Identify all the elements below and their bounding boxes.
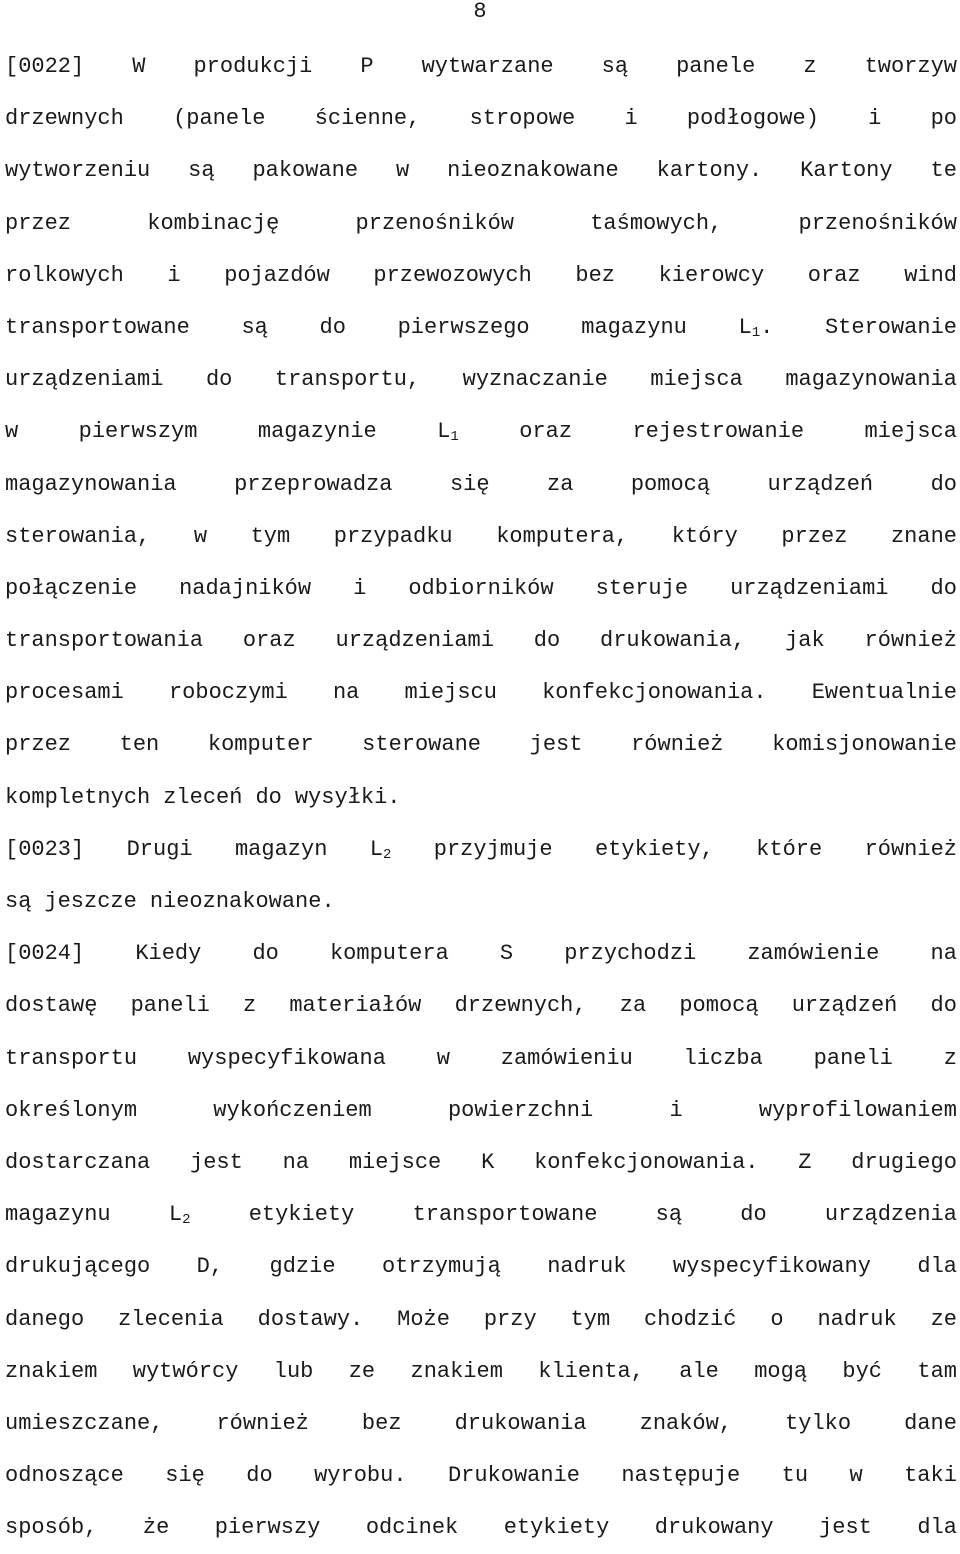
word: umieszczane, xyxy=(5,1410,164,1436)
word: materiałów xyxy=(289,993,422,1019)
word: przychodzi xyxy=(564,941,697,967)
word: zamówienie xyxy=(747,941,880,967)
word: steruje xyxy=(595,575,689,601)
word: na xyxy=(332,680,360,706)
text-line xyxy=(5,406,957,458)
word: są xyxy=(601,54,629,79)
text-line xyxy=(5,1033,957,1085)
word: i xyxy=(167,262,181,288)
word: jeszcze xyxy=(44,889,137,914)
word: dane xyxy=(904,1410,957,1436)
text-line xyxy=(5,93,957,145)
text-line xyxy=(5,824,957,876)
word: transportowania xyxy=(5,628,204,654)
word: w xyxy=(436,1045,450,1071)
word: o xyxy=(770,1306,784,1332)
word: są xyxy=(5,889,32,914)
word: wyrobu. xyxy=(314,1463,407,1489)
word: [0022] xyxy=(5,54,85,79)
word: tym xyxy=(250,523,291,549)
word: oraz xyxy=(242,628,296,654)
word: bez xyxy=(575,262,616,288)
text-line xyxy=(5,1346,957,1398)
text-line xyxy=(5,1294,957,1346)
word: następuje xyxy=(621,1463,741,1489)
word: urządzeniami xyxy=(335,628,494,654)
word: są xyxy=(188,158,215,184)
word: etykiety xyxy=(503,1515,610,1541)
text-line xyxy=(5,615,957,667)
word: również xyxy=(216,1410,309,1436)
word: magazynowania xyxy=(5,471,177,497)
word: transportu, xyxy=(274,367,421,393)
word: ścienne, xyxy=(314,106,421,132)
word: są xyxy=(655,1202,683,1228)
word: nieoznakowane xyxy=(447,158,619,184)
word: pakowane xyxy=(252,158,359,184)
word: $L_2$ xyxy=(369,836,392,863)
word: Może xyxy=(397,1306,450,1332)
text-line xyxy=(5,41,957,93)
word: połączenie xyxy=(5,575,138,601)
page-number: 8 xyxy=(473,0,487,24)
word: i xyxy=(868,106,882,132)
word: pomocą xyxy=(630,471,711,497)
word: tam xyxy=(917,1358,957,1384)
document-body xyxy=(5,41,957,1554)
word: drukującego xyxy=(5,1254,151,1280)
word: mogą xyxy=(754,1358,808,1384)
word: komisjonowanie xyxy=(772,732,957,758)
word: S xyxy=(499,941,514,967)
word: również xyxy=(864,628,957,654)
text-line xyxy=(5,928,957,980)
word: procesami xyxy=(5,680,124,706)
word: z xyxy=(242,993,257,1019)
word: tym xyxy=(570,1306,611,1332)
word: wytworzeniu xyxy=(5,158,151,184)
word: zlecenia xyxy=(118,1306,224,1332)
word: wyspecyfikowana xyxy=(187,1045,386,1071)
word: lub xyxy=(273,1358,314,1384)
word: $L_2$ xyxy=(168,1202,191,1229)
word: z xyxy=(943,1045,957,1071)
word: kombinację xyxy=(147,210,280,236)
word: i xyxy=(624,106,638,132)
word: otrzymują xyxy=(381,1254,501,1280)
word: te xyxy=(930,158,957,184)
word: sterowania, xyxy=(5,523,151,549)
word: być xyxy=(842,1358,883,1384)
word: sposób, xyxy=(5,1515,98,1541)
word: dostawę xyxy=(5,993,98,1019)
word: urządzeniami xyxy=(730,575,889,601)
word: jest xyxy=(529,732,583,758)
word: oraz xyxy=(807,262,861,288)
text-line xyxy=(5,354,957,406)
word: znane xyxy=(890,523,957,549)
word: rejestrowanie xyxy=(632,419,805,445)
word: jest xyxy=(190,1149,243,1175)
word: znakiem xyxy=(410,1358,503,1384)
word: po xyxy=(930,106,957,132)
word: transportowane xyxy=(412,1202,598,1228)
word: i xyxy=(669,1097,683,1123)
text-line xyxy=(5,876,957,928)
word: gdzie xyxy=(269,1254,336,1280)
word: konfekcjonowania. xyxy=(534,1149,759,1175)
word: (panele xyxy=(173,106,266,132)
word: ale xyxy=(679,1358,719,1384)
word: miejsce xyxy=(348,1149,442,1175)
word: wyprofilowaniem xyxy=(758,1097,957,1123)
word: w xyxy=(849,1463,863,1489)
word: transportu xyxy=(5,1045,138,1071)
word: jest xyxy=(819,1515,872,1541)
word: komputera, xyxy=(496,523,629,549)
word: drzewnych xyxy=(5,106,124,132)
text-line xyxy=(5,198,957,250)
word: stropowe xyxy=(469,106,576,132)
word: ze xyxy=(348,1358,376,1384)
word: do xyxy=(930,575,957,601)
word: nadruk xyxy=(547,1254,627,1280)
word: do xyxy=(255,784,282,810)
word: dla xyxy=(917,1254,957,1280)
word: wysyłki. xyxy=(294,784,401,810)
word: klienta, xyxy=(538,1358,644,1384)
text-line xyxy=(5,1502,957,1554)
word: powierzchni xyxy=(447,1097,594,1123)
word: pojazdów xyxy=(224,262,330,288)
word: rolkowych xyxy=(5,262,124,288)
word: Z xyxy=(798,1149,812,1175)
word: wytwarzane xyxy=(421,54,554,79)
word: się xyxy=(165,1463,205,1489)
word: i xyxy=(353,575,367,601)
word: urządzenia xyxy=(824,1202,957,1228)
word: wind xyxy=(904,262,957,288)
word: urządzeń xyxy=(767,471,874,497)
word: D, xyxy=(196,1254,224,1280)
word: nadajników xyxy=(179,575,312,601)
word: magazynie xyxy=(257,419,377,445)
word: przewozowych xyxy=(373,262,532,288)
text-line xyxy=(5,1137,957,1189)
word: określonym xyxy=(5,1097,138,1123)
word: drukowany xyxy=(654,1515,774,1541)
word: Kartony xyxy=(800,158,893,184)
word: urządzeniami xyxy=(5,367,164,393)
word: transportowane xyxy=(5,314,190,340)
word: nieoznakowane. xyxy=(149,889,335,914)
word: komputera xyxy=(329,941,449,967)
word: Drukowanie xyxy=(447,1463,580,1489)
word: który xyxy=(671,523,738,549)
word: [0023] xyxy=(5,836,85,862)
text-line xyxy=(5,719,957,771)
word: miejsca xyxy=(650,367,743,393)
word: miejscu xyxy=(404,680,497,706)
word: pierwszego xyxy=(397,314,530,340)
word: również xyxy=(631,732,724,758)
word: na xyxy=(282,1149,310,1175)
word: do xyxy=(533,628,561,654)
word: kierowcy xyxy=(658,262,765,288)
word: jak xyxy=(785,628,825,654)
word: przyjmuje xyxy=(433,836,553,862)
word: przez xyxy=(781,523,848,549)
word: Kiedy xyxy=(135,941,202,967)
word: magazynu xyxy=(581,314,687,340)
text-line xyxy=(5,980,957,1032)
text-line xyxy=(5,563,957,615)
word: również xyxy=(864,836,957,862)
word: magazyn xyxy=(234,836,328,862)
word: paneli xyxy=(130,993,210,1019)
word: drugiego xyxy=(851,1149,957,1175)
word: etykiety, xyxy=(594,836,714,862)
word: P xyxy=(360,54,374,79)
word: wytwórcy xyxy=(132,1358,239,1384)
word: przy xyxy=(483,1306,537,1332)
word: odcinek xyxy=(365,1515,459,1541)
word: Ewentualnie xyxy=(811,680,957,706)
word: zleceń xyxy=(163,784,243,810)
word: przeprowadza xyxy=(234,471,393,497)
text-line xyxy=(5,1398,957,1450)
word: bez xyxy=(361,1410,402,1436)
word: do xyxy=(246,1463,273,1489)
word: są xyxy=(241,314,268,340)
word: do xyxy=(252,941,279,967)
word: panele xyxy=(676,54,756,79)
word: sterowane xyxy=(362,732,481,758)
word: magazynowania xyxy=(785,367,957,393)
word: przez xyxy=(5,732,72,758)
word: roboczymi xyxy=(168,680,288,706)
word: do xyxy=(740,1202,767,1228)
word: drukowania, xyxy=(600,628,746,654)
word: konfekcjonowania. xyxy=(542,680,767,706)
word: wyznaczanie xyxy=(462,367,608,393)
word: taśmowych, xyxy=(590,210,723,236)
word: wyspecyfikowany xyxy=(672,1254,871,1280)
word: W xyxy=(132,54,146,79)
text-line xyxy=(5,302,957,354)
word: Drugi xyxy=(126,836,193,862)
word: ten xyxy=(119,732,160,758)
word: nadruk xyxy=(817,1306,897,1332)
word: znakiem xyxy=(5,1358,98,1384)
word: paneli xyxy=(813,1045,893,1071)
word: drukowania xyxy=(454,1410,587,1436)
text-line xyxy=(5,772,957,824)
word: pierwszy xyxy=(214,1515,321,1541)
word: do xyxy=(930,993,957,1019)
word: podłogowe) xyxy=(686,106,819,132)
word: Sterowanie xyxy=(824,314,957,340)
text-line xyxy=(5,459,957,511)
word: pierwszym xyxy=(78,419,198,445)
word: za xyxy=(547,471,574,497)
word: dla xyxy=(917,1515,957,1541)
word: odnoszące xyxy=(5,1463,124,1489)
text-line xyxy=(5,511,957,563)
text-line xyxy=(5,1189,957,1241)
word: dostarczana xyxy=(5,1149,151,1175)
word: do xyxy=(205,367,233,393)
text-line xyxy=(5,667,957,719)
word: w xyxy=(5,419,19,445)
word: etykiety xyxy=(248,1202,355,1228)
word: dostawy. xyxy=(257,1306,364,1332)
word: magazynu xyxy=(5,1202,111,1228)
text-line xyxy=(5,1085,957,1137)
word: do xyxy=(319,314,346,340)
word: kartony. xyxy=(656,158,763,184)
word: że xyxy=(142,1515,170,1541)
word: z xyxy=(803,54,817,79)
word: liczba xyxy=(683,1045,763,1071)
word: danego xyxy=(5,1306,85,1332)
word: znaków, xyxy=(639,1410,733,1436)
text-line xyxy=(5,250,957,302)
word: które xyxy=(756,836,823,862)
word: urządzeń xyxy=(791,993,898,1019)
word: przypadku xyxy=(333,523,453,549)
word: tu xyxy=(781,1463,809,1489)
word: do xyxy=(930,471,957,497)
word: [0024] xyxy=(5,941,85,967)
text-line xyxy=(5,145,957,197)
word: kompletnych xyxy=(5,784,151,810)
word: taki xyxy=(904,1463,957,1489)
word: wykończeniem xyxy=(213,1097,372,1123)
word: się xyxy=(449,471,490,497)
word: odbiorników xyxy=(408,575,554,601)
word: $L_1$. xyxy=(738,314,774,341)
word: za xyxy=(619,993,647,1019)
word: ze xyxy=(930,1306,957,1332)
text-line xyxy=(5,1241,957,1293)
word: chodzić xyxy=(644,1306,737,1332)
word: na xyxy=(930,941,957,967)
word: komputer xyxy=(207,732,314,758)
word: pomocą xyxy=(679,993,759,1019)
word: zamówieniu xyxy=(500,1045,633,1071)
word: drzewnych, xyxy=(454,993,587,1019)
word: w xyxy=(193,523,208,549)
word: produkcji xyxy=(193,54,313,79)
text-line xyxy=(5,1450,957,1502)
word: w xyxy=(395,158,410,184)
word: oraz xyxy=(519,419,573,445)
word: przenośników xyxy=(798,210,957,236)
word: przez xyxy=(5,210,72,236)
word: przenośników xyxy=(355,210,514,236)
word: K xyxy=(481,1149,495,1175)
word: $L_1$ xyxy=(437,419,459,446)
word: miejsca xyxy=(864,419,957,445)
word: tworzyw xyxy=(864,54,957,79)
word: tylko xyxy=(785,1410,852,1436)
